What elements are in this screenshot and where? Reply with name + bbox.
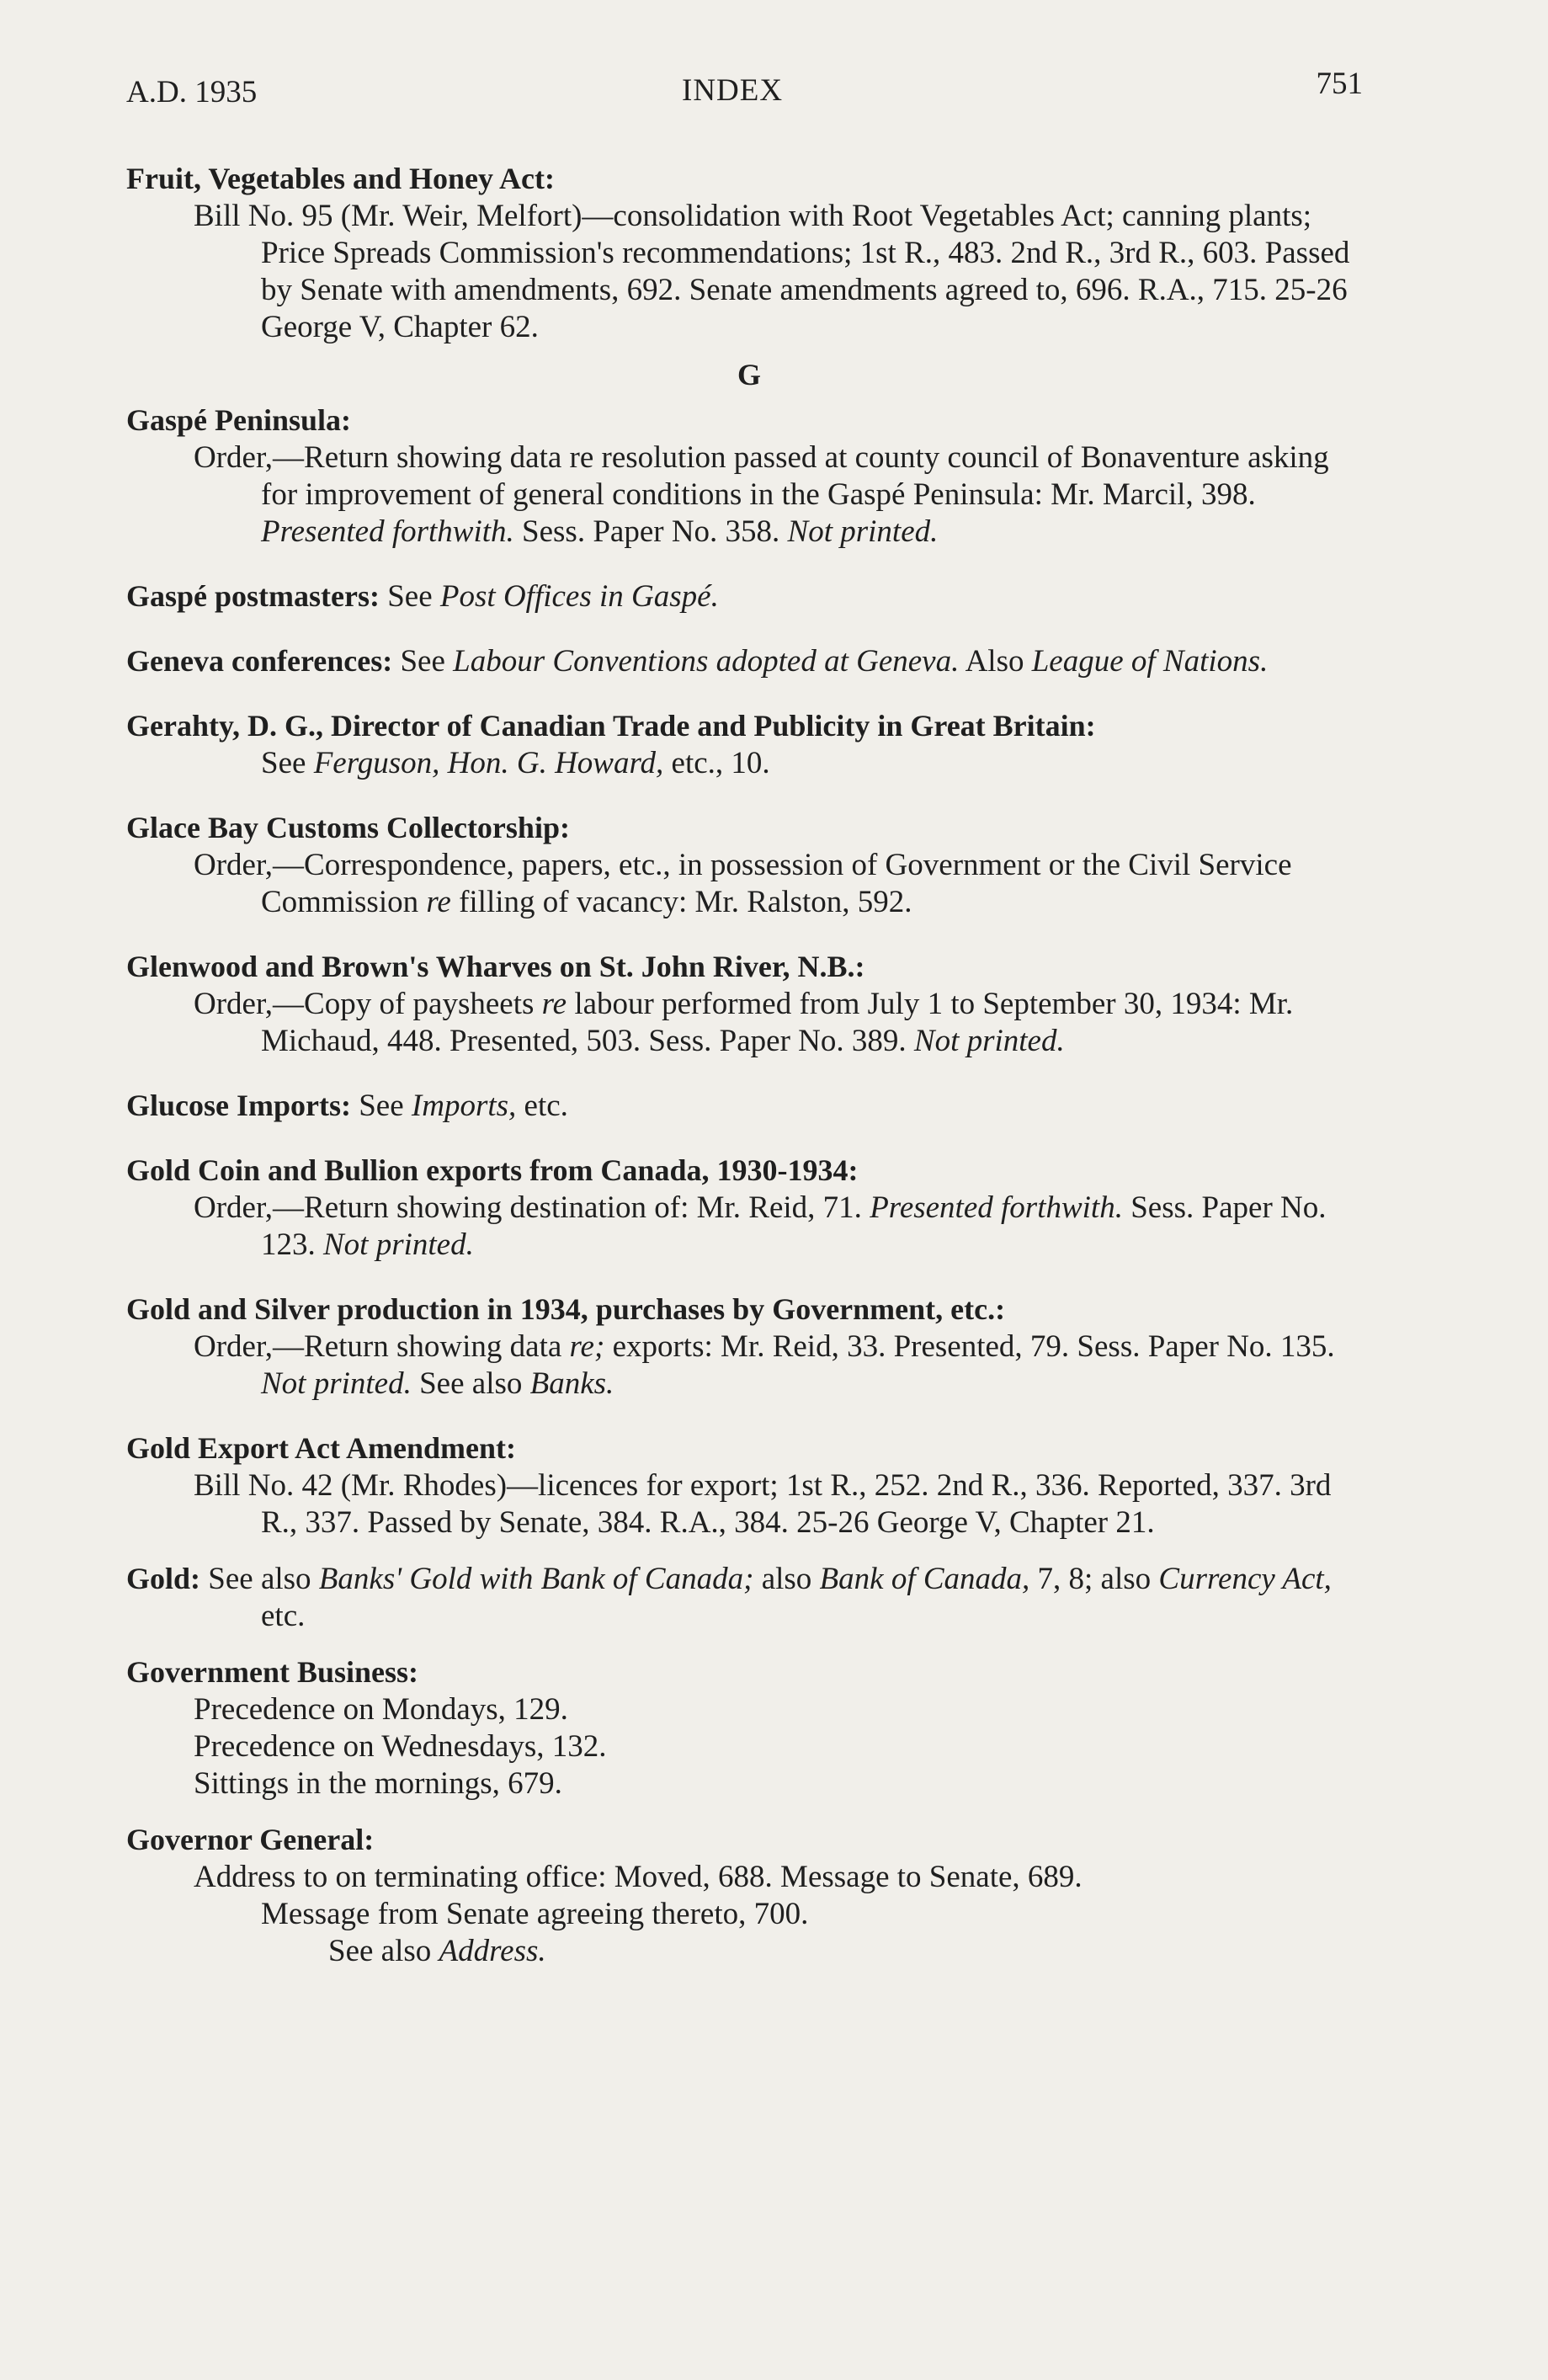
entry-line: Address to on terminating office: Moved, 688. Message to Senate, 689. <box>194 1860 1083 1894</box>
index-entry-gold-export <box>126 1430 1372 1541</box>
entry-heading: Gold Coin and Bullion exports from Canada, 1930-1934: <box>126 1153 859 1187</box>
entry-text: Bill No. 42 (Mr. Rhodes)—licences for export; 1st R., 252. 2nd R., 336. Reported, 337. 3rd R., 337. Passed by Senate, 384. R.A., 384. 25-26 George V, Chapter 21. <box>194 1468 1332 1540</box>
entry-heading: Government Business: <box>126 1655 419 1689</box>
index-entry-gold-coin <box>126 1152 1372 1264</box>
entry-line: Message from Senate agreeing thereto, 700. <box>261 1897 809 1931</box>
entry-heading: Glace Bay Customs Collectorship: <box>126 811 570 844</box>
index-entry-government-business <box>126 1653 1372 1802</box>
entry-heading: Glenwood and Brown's Wharves on St. John River, N.B.: <box>126 950 865 983</box>
entry-text: Order,—Return showing data re resolution passed at county council of Bonaventure asking for improvement of general conditions in the Gaspé Peninsula: Mr. Marcil, 398. Presented forthwith. Sess. Paper No. 358. Not printed. <box>194 440 1329 549</box>
entry-heading: Gold Export Act Amendment: <box>126 1431 516 1465</box>
entry-heading: Glucose Imports: <box>126 1089 351 1122</box>
index-entry-glace-bay <box>126 809 1372 921</box>
entry-heading: Fruit, Vegetables and Honey Act: <box>126 162 555 195</box>
header-year: A.D. 1935 <box>126 75 258 109</box>
entry-text: Bill No. 95 (Mr. Weir, Melfort)—consolidation with Root Vegetables Act; canning plants; Price Spreads Commission's recommendations; 1st R., 483. 2nd R., 3rd R., 603. Passed by Senate with amendments, 692. Senate amendments agreed to, 696. R.A., 715. 25-26 George V, Chapter 62. <box>194 199 1350 344</box>
section-letter: G <box>737 358 761 391</box>
entry-text: Order,—Return showing data re; exports: Mr. Reid, 33. Presented, 79. Sess. Paper No. 135. Not printed. See also Banks. <box>194 1329 1335 1401</box>
entry-line: See also Address. <box>328 1934 546 1968</box>
header-title: INDEX <box>682 73 784 108</box>
entry-text: Order,—Copy of paysheets re labour performed from July 1 to September 30, 1934: Mr. Michaud, 448. Presented, 503. Sess. Paper No. 389. Not printed. <box>194 987 1294 1058</box>
entry-heading: Gaspé postmasters: <box>126 579 380 613</box>
entry-text: See Ferguson, Hon. G. Howard, etc., 10. <box>261 746 770 780</box>
entry-heading: Governor General: <box>126 1823 375 1856</box>
entry-text: Order,—Correspondence, papers, etc., in possession of Government or the Civil Service Commission re filling of vacancy: Mr. Ralston, 592. <box>194 848 1292 919</box>
index-content <box>126 160 1372 1997</box>
entry-heading: Geneva conferences: <box>126 644 393 678</box>
index-entry-gold-silver <box>126 1291 1372 1403</box>
entry-text: Order,—Return showing destination of: Mr. Reid, 71. Presented forthwith. Sess. Paper No. 123. Not printed. <box>194 1190 1327 1262</box>
entry-line: Sittings in the mornings, 679. <box>194 1766 562 1801</box>
entry-heading: Gold: <box>126 1562 201 1595</box>
index-entry-gold: Gold: See also Banks' Gold with Bank of Canada; also Bank of Canada, 7, 8; also Currency Act, etc. <box>126 1562 1332 1633</box>
entry-line: Precedence on Wednesdays, 132. <box>194 1729 607 1764</box>
index-entry-gaspe-peninsula <box>126 402 1372 551</box>
entry-heading: Gold and Silver production in 1934, purchases by Government, etc.: <box>126 1292 1006 1326</box>
index-entry-gerahty <box>126 707 1372 782</box>
page-number: 751 <box>1316 67 1363 101</box>
entry-line: Precedence on Mondays, 129. <box>194 1692 568 1727</box>
entry-heading: Gaspé Peninsula: <box>126 403 352 437</box>
index-entry-fruit <box>126 160 1372 346</box>
page-header <box>126 66 1363 116</box>
index-entry-gaspe-postmasters: Gaspé postmasters: See Post Offices in Gaspé. <box>126 579 719 614</box>
entry-heading: Gerahty, D. G., Director of Canadian Trade and Publicity in Great Britain: <box>126 709 1096 743</box>
index-entry-governor-general <box>126 1821 1372 1970</box>
index-entry-glenwood <box>126 948 1372 1060</box>
index-entry-glucose: Glucose Imports: See Imports, etc. <box>126 1089 568 1123</box>
index-entry-geneva: Geneva conferences: See Labour Conventions adopted at Geneva. Also League of Nations. <box>126 644 1269 679</box>
